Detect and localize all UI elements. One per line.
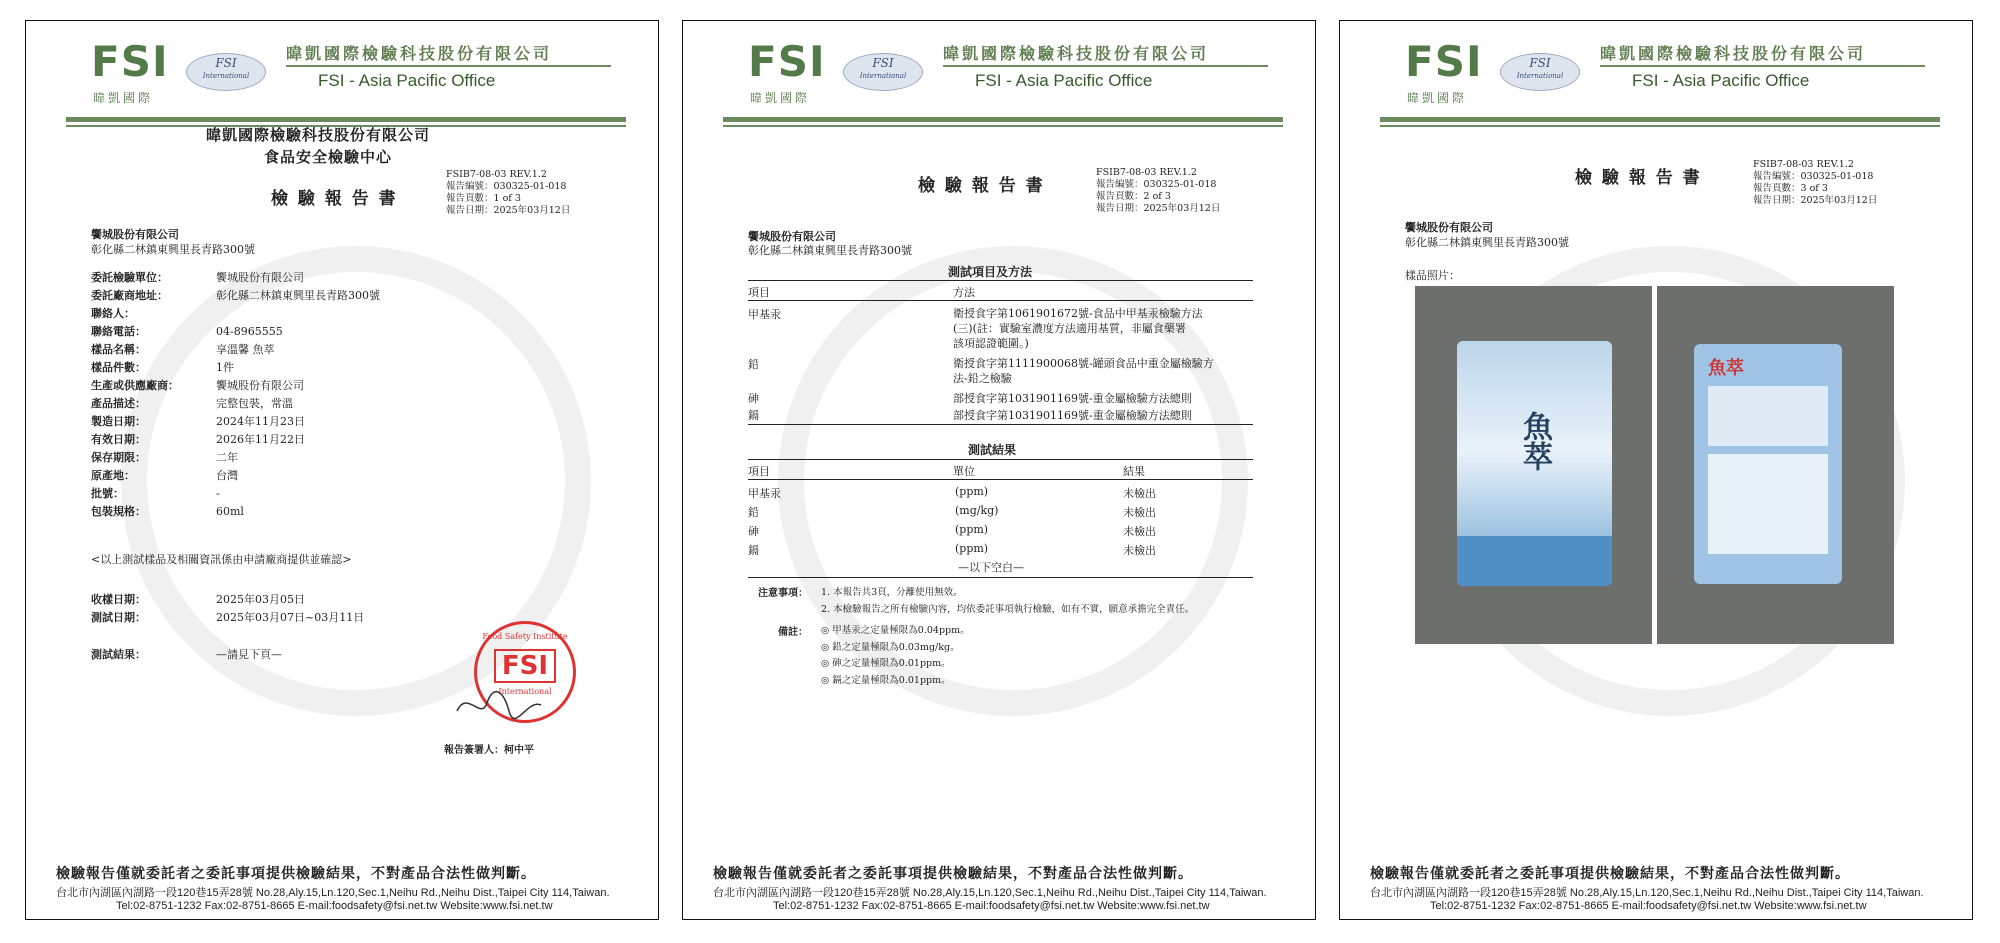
method-text: 衛授食字第1061901672號-食品中甲基汞檢驗方法 (三)(註：實驗室濃度方法適用基質，非屬食藥署 該項認證範圍。) [953,307,1203,350]
letterhead [1380,37,1940,132]
result-item: 甲基汞 [748,487,781,500]
result-unit: (mg/kg) [955,504,999,517]
sample-note: <以上測試樣品及相關資訊係由申請廠商提供並確認> [91,553,352,566]
center-title: 食品安全檢驗中心 [264,148,393,166]
footer-contact: Tel:02-8751-1232 Fax:02-8751-8665 E-mail:foodsafety@fsi.net.tw Website:www.fsi.net.tw [773,900,1210,912]
photo-label: 樣品照片： [1405,269,1460,282]
office-name: FSI - Asia Pacific Office [975,71,1153,90]
footer-contact: Tel:02-8751-1232 Fax:02-8751-8665 E-mail:foodsafety@fsi.net.tw Website:www.fsi.net.tw [116,900,553,912]
remarks-label: 備註： [778,627,808,638]
method-item: 鎘 [748,409,759,422]
field-row: 產品描述： 完整包裝，常溫 [91,397,293,410]
report-page-1 [25,20,659,920]
result-item: 砷 [748,525,759,538]
handwritten-signature [451,681,546,729]
field-row: 聯絡人： [91,307,135,320]
report-meta: FSIB7-08-03 REV.1.2 報告編號：030325-01-018 報告頁數：2 of 3 報告日期：2025年03月12日 [1096,167,1221,214]
footer-disclaimer: 檢驗報告僅就委託者之委託事項提供檢驗結果，不對產品合法性做判斷。 [713,866,1193,882]
result-value: 未檢出 [1123,506,1156,519]
field-row: 原產地： 台灣 [91,469,238,482]
doc-title: 檢 驗 報 告 書 [918,176,1045,196]
result-value: 未檢出 [1123,487,1156,500]
result-unit: (ppm) [955,485,989,498]
field-row: 樣品件數： 1件 [91,361,234,374]
footer-disclaimer: 檢驗報告僅就委託者之委託事項提供檢驗結果，不對產品合法性做判斷。 [1370,866,1850,882]
fsi-logo: FSI [91,37,169,86]
field-row: 聯絡電話： 04-8965555 [91,325,283,338]
method-text: 部授食字第1031901169號-重金屬檢驗方法總則 [953,409,1192,422]
result-unit: (ppm) [955,542,989,555]
field-row: 生產或供應廠商： 饗城股份有限公司 [91,379,304,392]
results-col-item: 項目 [748,465,770,478]
report-signer: 報告簽署人：柯中平 [444,745,534,756]
methods-col-item: 項目 [748,286,770,299]
report-page-2 [682,20,1316,920]
client-address: 彰化縣二林鎮東興里長青路300號 [91,243,255,256]
company-name: 暐凱國際檢驗科技股份有限公司 [286,44,553,63]
method-item: 甲基汞 [748,308,781,321]
field-row: 製造日期： 2024年11月23日 [91,415,305,428]
client-name: 饗城股份有限公司 [748,230,836,243]
notes-label: 注意事項： [758,588,808,599]
office-name: FSI - Asia Pacific Office [1632,71,1810,90]
client-name: 饗城股份有限公司 [91,228,179,241]
field-row: 保存期限： 二年 [91,451,238,464]
report-meta: FSIB7-08-03 REV.1.2 報告編號：030325-01-018 報告頁數：3 of 3 報告日期：2025年03月12日 [1753,159,1878,206]
field-row: 有效日期： 2026年11月22日 [91,433,305,446]
company-name: 暐凱國際檢驗科技股份有限公司 [943,44,1210,63]
letterhead [66,37,626,132]
method-item: 鉛 [748,358,759,371]
results-title: 測試結果 [968,443,1017,457]
footer-address: 台北市內湖區內湖路一段120巷15弄28號 No.28,Aly.15,Ln.120,Sec.1,Neihu Rd.,Neihu Dist.,Taipei City 114,Taiwan. [713,887,1267,899]
footer-disclaimer: 檢驗報告僅就委託者之委託事項提供檢驗結果，不對產品合法性做判斷。 [56,866,536,882]
company-name: 暐凱國際檢驗科技股份有限公司 [1600,44,1867,63]
methods-col-method: 方法 [953,286,975,299]
product-name-text: 魚萃 [1708,358,1744,379]
test-date: 測試日期： 2025年03月07日~03月11日 [91,611,365,624]
methods-title: 測試項目及方法 [948,265,1033,279]
result-item: 鉛 [748,506,759,519]
office-name: FSI - Asia Pacific Office [318,71,496,90]
fsi-international-emblem: FSI International [186,53,266,91]
footer-contact: Tel:02-8751-1232 Fax:02-8751-8665 E-mail:foodsafety@fsi.net.tw Website:www.fsi.net.tw [1430,900,1867,912]
doc-title: 檢 驗 報 告 書 [271,189,398,209]
letterhead [723,37,1283,132]
fsi-seal-stamp: Food Safety Institute FSI International [474,621,576,723]
result-unit: (ppm) [955,523,989,536]
nutrition-panel [1708,386,1828,446]
blank-marker: —以下空白— [958,561,1024,574]
remarks-list: ◎ 甲基汞之定量極限為0.04ppm。 ◎ 鉛之定量極限為0.03mg/kg。 ◎ 砷之定量極限為0.01ppm。 ◎ 鎘之定量極限為0.01ppm。 [821,625,970,686]
fsi-logo: FSI [748,37,826,86]
method-item: 砷 [748,392,759,405]
field-row: 委託廠商地址： 彰化縣二林鎮東興里長青路300號 [91,289,380,302]
client-address: 彰化縣二林鎮東興里長青路300號 [1405,236,1569,249]
doc-title: 檢 驗 報 告 書 [1575,168,1702,188]
result-item: 鎘 [748,544,759,557]
footer-address: 台北市內湖區內湖路一段120巷15弄28號 No.28,Aly.15,Ln.120,Sec.1,Neihu Rd.,Neihu Dist.,Taipei City 114,Taiwan. [1370,887,1924,899]
client-name: 饗城股份有限公司 [1405,221,1493,234]
footer-address: 台北市內湖區內湖路一段120巷15弄28號 No.28,Aly.15,Ln.120,Sec.1,Neihu Rd.,Neihu Dist.,Taipei City 114,Taiwan. [56,887,610,899]
method-text: 衛授食字第1111900068號-罐頭食品中重金屬檢驗方 法-鉛之檢驗 [953,357,1214,385]
test-result-ref: 測試結果： —請見下頁— [91,648,282,661]
sample-photo-front [1415,286,1652,644]
field-row: 包裝規格： 60ml [91,505,244,518]
sample-photo-back [1657,286,1894,644]
product-name-text: 魚萃 [1517,411,1552,471]
result-value: 未檢出 [1123,525,1156,538]
notes-list: 1. 本報告共3頁，分離使用無效。 2. 本檢驗報告之所有檢驗內容，均依委託事項執行檢驗，如有不實，願意承擔完全責任。 [821,587,1195,615]
report-meta: FSIB7-08-03 REV.1.2 報告編號：030325-01-018 報告頁數：1 of 3 報告日期：2025年03月12日 [446,169,571,216]
field-row: 批號： - [91,487,220,500]
fsi-logo: FSI [1405,37,1483,86]
client-address: 彰化縣二林鎮東興里長青路300號 [748,244,912,257]
logo-subtitle: 暐凱國際 [750,91,811,105]
results-col-result: 結果 [1123,465,1145,478]
method-text: 部授食字第1031901169號-重金屬檢驗方法總則 [953,392,1192,405]
fsi-international-emblem: FSI International [1500,53,1580,91]
report-page-3 [1339,20,1973,920]
label-panel [1708,454,1828,554]
fsi-international-emblem: FSI International [843,53,923,91]
field-row: 委託檢驗單位： 饗城股份有限公司 [91,271,304,284]
results-col-unit: 單位 [953,465,975,478]
field-row: 樣品名稱： 享溫馨 魚萃 [91,343,275,356]
result-value: 未檢出 [1123,544,1156,557]
org-title: 暐凱國際檢驗科技股份有限公司 [206,126,431,144]
receive-date: 收樣日期： 2025年03月05日 [91,593,305,606]
logo-subtitle: 暐凱國際 [1407,91,1468,105]
logo-subtitle: 暐凱國際 [93,91,154,105]
